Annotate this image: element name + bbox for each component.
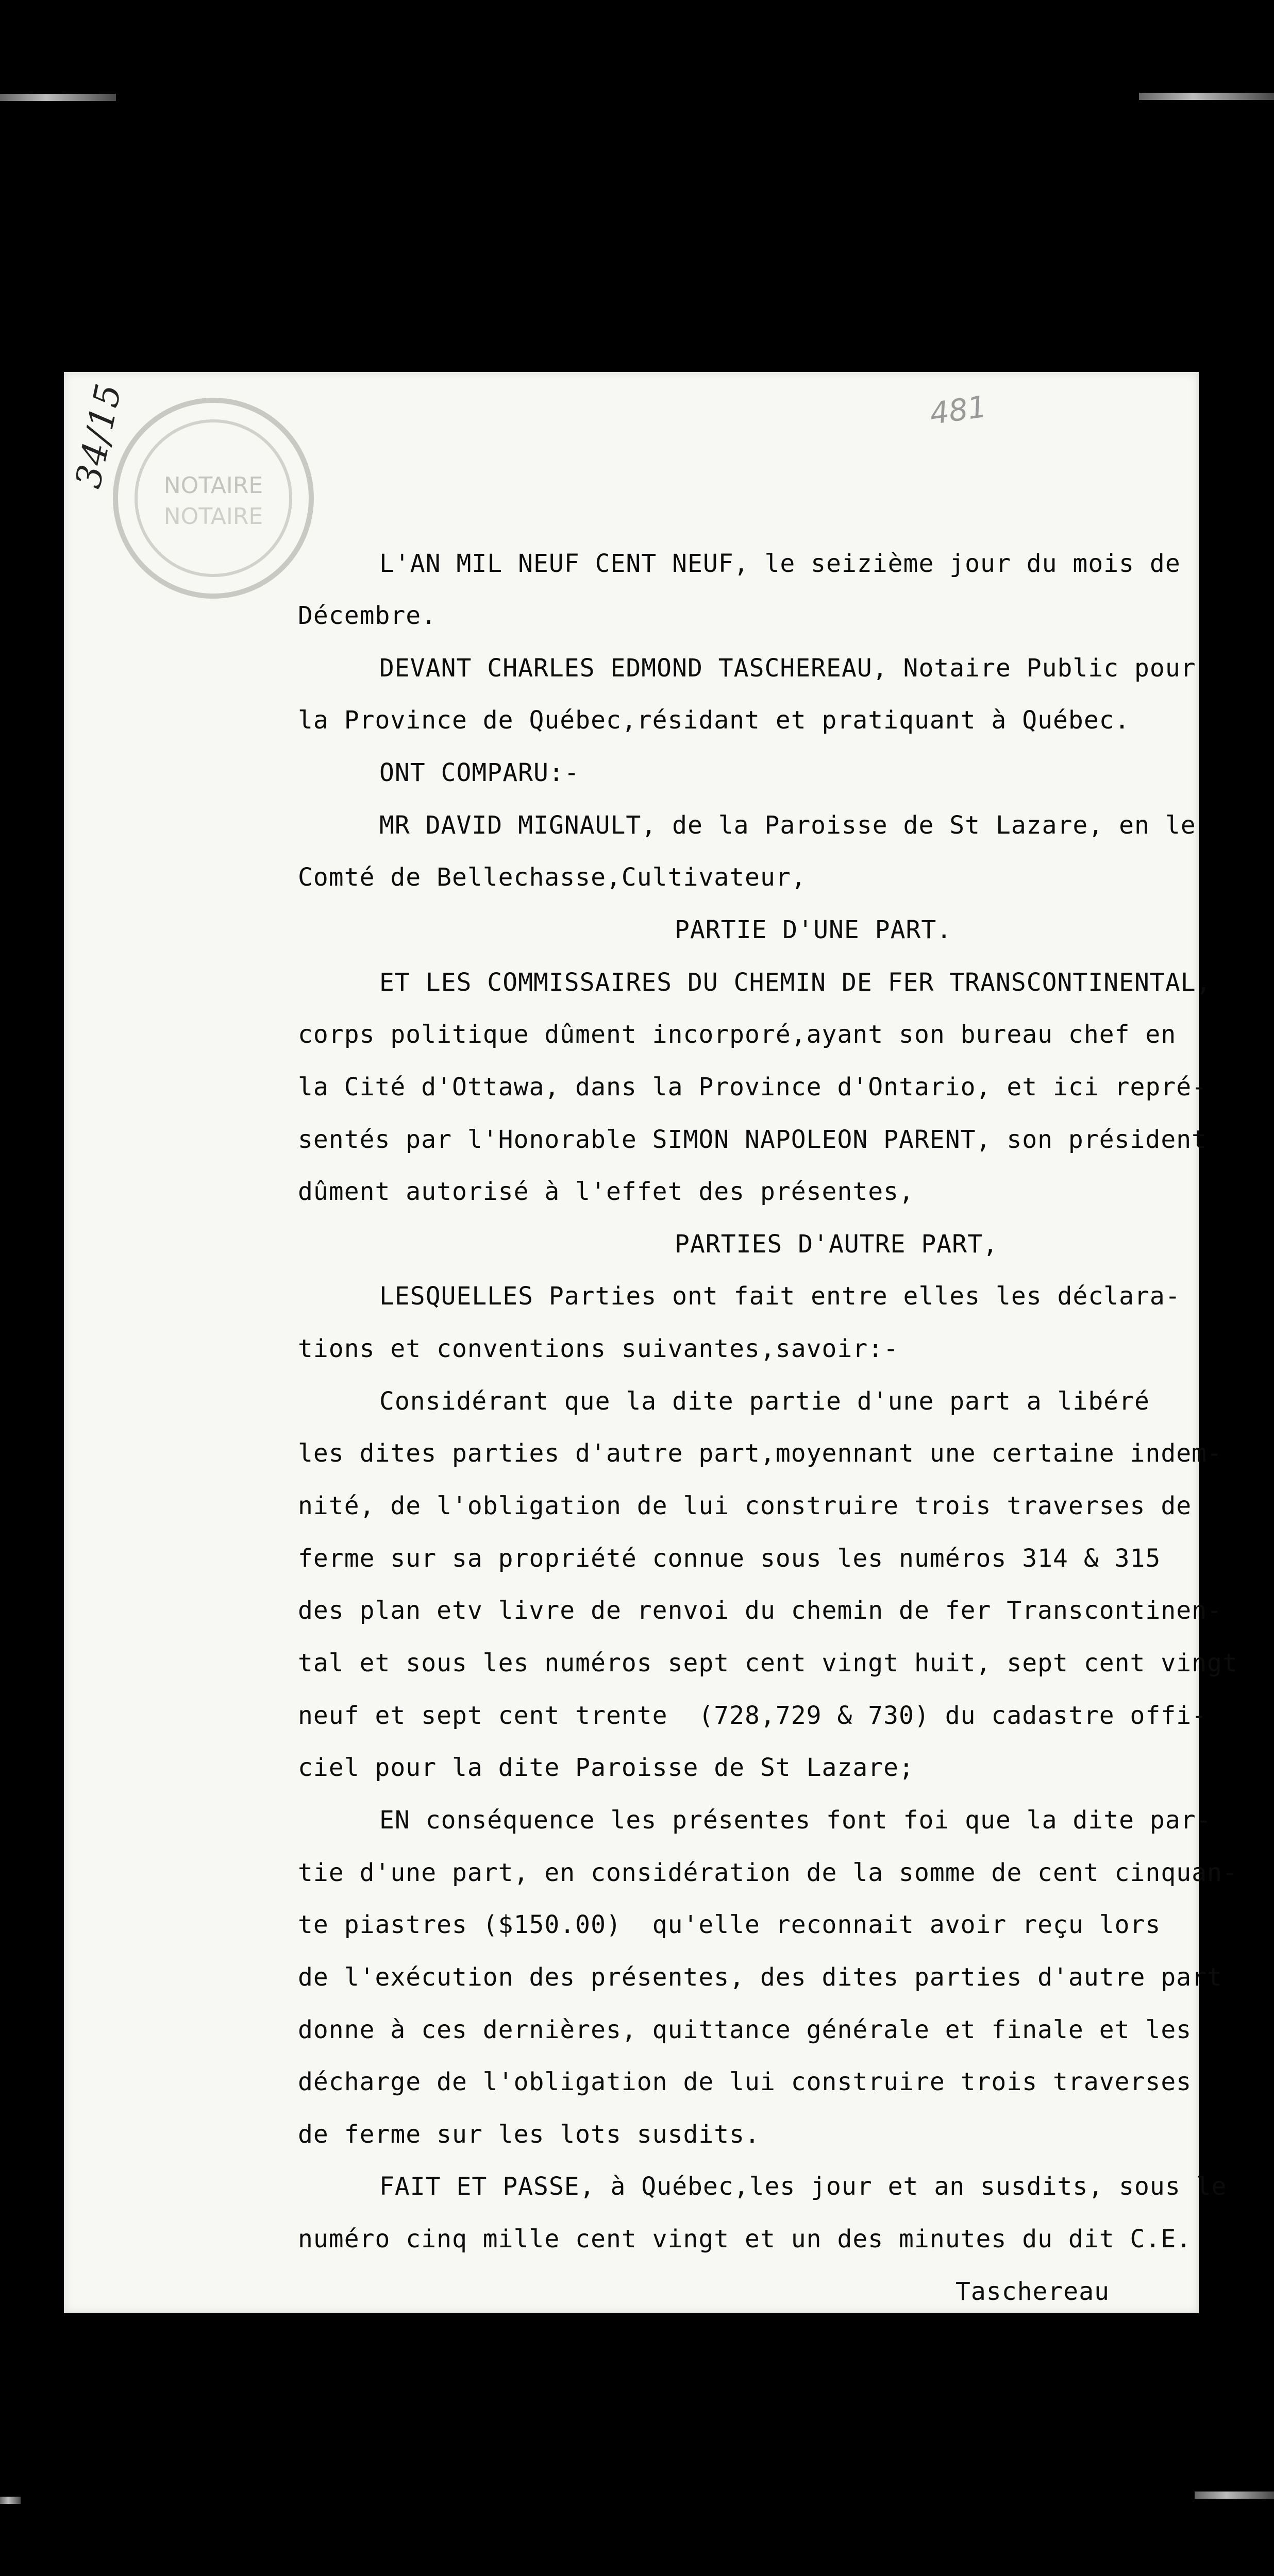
deed-line: Comté de Bellechasse,Cultivateur, (298, 863, 807, 892)
notary-seal-embossing (103, 387, 324, 609)
deed-line: ONT COMPARU:- (379, 758, 580, 787)
svg-text:NOTAIRE: NOTAIRE (163, 503, 263, 530)
deed-line: LESQUELLES Parties ont fait entre elles les déclara- (379, 1282, 1181, 1311)
deed-line: ciel pour la dite Paroisse de St Lazare; (298, 1753, 914, 1782)
deed-line: la Province de Québec,résidant et pratiquant à Québec. (298, 706, 1130, 735)
deed-line: MR DAVID MIGNAULT, de la Paroisse de St Lazare, en le (379, 811, 1196, 840)
film-edge-mark (1195, 2492, 1274, 2499)
deed-line: de l'exécution des présentes, des dites parties d'autre part (298, 1963, 1222, 1992)
deed-heading: PARTIE D'UNE PART. (675, 916, 952, 944)
deed-line: la Cité d'Ottawa, dans la Province d'Ontario, et ici repré- (298, 1073, 1208, 1101)
deed-heading: PARTIES D'AUTRE PART, (675, 1230, 998, 1259)
margin-reference-note: 34/15 (68, 379, 130, 492)
deed-line: FAIT ET PASSE, à Québec,les jour et an susdits, sous le (379, 2172, 1227, 2201)
seal-icon (103, 387, 324, 609)
deed-line: Décembre. (298, 601, 437, 630)
deed-line: te piastres ($150.00) qu'elle reconnait avoir reçu lors (298, 1910, 1161, 1939)
deed-line: nité, de l'obligation de lui construire trois traverses de (298, 1492, 1192, 1520)
deed-line: donne à ces dernières, quittance générale et finale et les (298, 2015, 1192, 2044)
deed-line: tal et sous les numéros sept cent vingt huit, sept cent vingt (298, 1649, 1238, 1677)
deed-line: tions et conventions suivantes,savoir:- (298, 1334, 899, 1363)
deed-line: L'AN MIL NEUF CENT NEUF, le seizième jour du mois de (379, 549, 1181, 578)
deed-line: les dites parties d'autre part,moyennant une certaine indem- (298, 1439, 1222, 1468)
deed-line: Considérant que la dite partie d'une part a libéré (379, 1387, 1150, 1416)
deed-line: DEVANT CHARLES EDMOND TASCHEREAU, Notaire Public pour (379, 654, 1196, 683)
film-edge-mark (0, 2497, 21, 2504)
document-page (64, 372, 1238, 2313)
deed-line: tie d'une part, en considération de la somme de cent cinquan- (298, 1858, 1238, 1887)
deed-line: sentés par l'Honorable SIMON NAPOLEON PARENT, son président (298, 1125, 1208, 1154)
deed-line: dûment autorisé à l'effet des présentes, (298, 1177, 914, 1206)
notary-signature: Taschereau (955, 2277, 1110, 2306)
film-edge-mark (1139, 93, 1274, 100)
film-edge-mark (0, 94, 116, 101)
deed-line: décharge de l'obligation de lui construire trois traverses (298, 2067, 1192, 2096)
deed-line: ET LES COMMISSAIRES DU CHEMIN DE FER TRANSCONTINENTAL, (379, 968, 1212, 997)
deed-line: de ferme sur les lots susdits. (298, 2120, 760, 2149)
deed-line: numéro cinq mille cent vingt et un des minutes du dit C.E. (298, 2225, 1192, 2253)
svg-text:NOTAIRE: NOTAIRE (163, 472, 263, 499)
deed-line: neuf et sept cent trente (728,729 & 730) du cadastre offi- (298, 1701, 1208, 1730)
deed-line: ferme sur sa propriété connue sous les numéros 314 & 315 (298, 1544, 1161, 1573)
folio-pencil-number: 481 (927, 388, 989, 432)
deed-line: corps politique dûment incorporé,ayant son bureau chef en (298, 1020, 1177, 1049)
deed-line: des plan etv livre de renvoi du chemin de fer Transcontinen- (298, 1596, 1222, 1625)
deed-line: EN conséquence les présentes font foi que la dite par- (379, 1806, 1212, 1835)
